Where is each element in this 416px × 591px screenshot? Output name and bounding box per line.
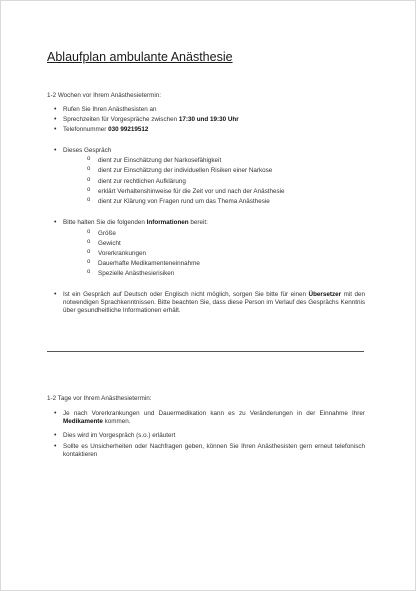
bullet-consultation-hours (63, 116, 239, 124)
sub-item: o Vorerkrankungen (98, 250, 146, 257)
translator-line3: Person im Verlauf des Gesprächs Kenntnis über gesundheitliche Informationen erhält. (63, 298, 366, 314)
hours-value: 17:30 und 19:30 Uhr (178, 116, 239, 123)
sub-item: o Gewicht (98, 240, 121, 247)
sub-item: o Dauerhafte Medikamenteneinnahme (98, 260, 200, 267)
sub-item: o erklärt Verhaltenshinweise für die Zeit vor und nach der Anästhesie (98, 188, 285, 195)
section-heading-days: 1-2 Tage vor Ihrem Anästhesietermin: (47, 395, 152, 402)
sub-item: o dient zur Klärung von Fragen rund um das Thema Anästhesie (98, 198, 270, 205)
sub-item: o dient zur Einschätzung der Narkosefähigkeit (98, 157, 221, 164)
info-bold: Informationen (146, 219, 189, 226)
section-divider (47, 351, 364, 352)
translator-line1: Ist ein Gespräch auf Deutsch oder Englisch nicht möglich, sorgen Sie bitte für einen (63, 291, 306, 298)
bullet-conversation: • Dieses Gespräch (63, 147, 111, 155)
bullet-medication (63, 410, 365, 426)
questions-line1: Sollte es Unsicherheiten oder Nachfragen geben, können Sie Ihren Anästhesisten gern (63, 443, 313, 450)
hours-prefix: Sprechzeiten für Vorgespräche zwischen (63, 116, 179, 123)
meds-bold: Medikamente (63, 417, 103, 425)
bullet-phone-number (63, 126, 148, 134)
info-suffix: bereit: (188, 219, 208, 226)
sub-item: o Spezielle Anästhesierisiken (98, 270, 174, 277)
bullet-call-anesthetist: • Rufen Sie Ihren Anästhesisten an (63, 106, 156, 114)
meds-line2-prefix: Einnahme Ihrer (319, 410, 366, 417)
meds-line2-suffix: kommen. (102, 417, 131, 425)
phone-value: 030 99219512 (108, 126, 149, 133)
bullet-questions (63, 443, 365, 459)
bullet-information (63, 219, 208, 227)
questions-line2: erneut telefonisch kontaktieren (63, 443, 365, 458)
section-heading-weeks: 1-2 Wochen vor Ihrem Anästhesietermin: (47, 92, 161, 99)
document-title: Ablaufplan ambulante Anästhesie (47, 50, 233, 64)
phone-prefix: Telefonnummer (63, 126, 109, 133)
translator-bold: Übersetzer (308, 291, 342, 298)
meds-line1: Je nach Vorerkrankungen und Dauermedikation kann es zu Veränderungen in der (63, 410, 316, 417)
bullet-explained: • Dies wird im Vorgespräch (s.o.) erläutert (63, 432, 175, 440)
bullet-translator (63, 291, 365, 314)
sub-item: o Größe (98, 230, 116, 237)
translator-line2: mit den notwendigen Sprachkenntnissen. Bitte beachten Sie, dass diese (63, 291, 365, 306)
info-prefix: Bitte halten Sie die folgenden (63, 219, 147, 226)
sub-item: o dient zur Einschätzung der individuellen Risiken einer Narkose (98, 167, 272, 174)
sub-item: o dient zur rechtlichen Aufklärung (98, 178, 186, 185)
